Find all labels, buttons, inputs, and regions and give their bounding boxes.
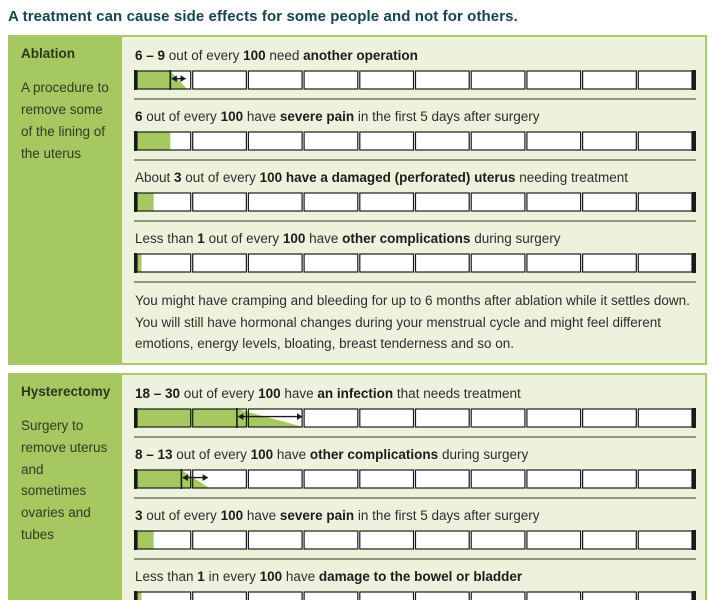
section-hysterectomy (8, 373, 707, 600)
frequency-bar (134, 530, 697, 550)
frequency-bar (134, 131, 697, 151)
ablation-sidebar (10, 37, 122, 363)
hysterectomy-title: Hysterectomy (21, 383, 111, 399)
side-effect-label: Less than 1 in every 100 have damage to the bowel or bladder (135, 568, 523, 584)
side-effect-label: 3 out of every 100 have severe pain in the first 5 days after surgery (135, 507, 540, 523)
row-divider (134, 436, 696, 438)
section-ablation (8, 35, 707, 365)
ablation-content (122, 37, 705, 363)
row-divider (134, 220, 696, 222)
frequency-bar (134, 253, 697, 273)
hysterectomy-content (122, 375, 705, 600)
frequency-bar (134, 70, 697, 90)
frequency-bar (134, 591, 697, 600)
row-divider (134, 159, 696, 161)
frequency-bar (134, 469, 697, 489)
side-effect-label: 6 out of every 100 have severe pain in the first 5 days after surgery (135, 109, 540, 124)
frequency-bar (134, 408, 697, 428)
ablation-description: A procedure to remove some of the lining of the uterus (21, 80, 109, 161)
ablation-note: You might have cramping and bleeding for up to 6 months after ablation while it settles down. You will still have hormonal changes during your menstrual cycle and might feel different emotions, energy levels, bloating, breast tenderness and so on. (135, 293, 690, 352)
row-divider (134, 281, 696, 283)
row-divider (134, 558, 696, 560)
side-effect-label: Less than 1 out of every 100 have other complications during surgery (135, 231, 561, 246)
side-effect-label: 8 – 13 out of every 100 have other complications during surgery (135, 446, 529, 462)
side-effect-label: 18 – 30 out of every 100 have an infection that needs treatment (135, 385, 521, 401)
row-divider (134, 497, 696, 499)
ablation-title: Ablation (21, 46, 75, 61)
frequency-bar (134, 192, 697, 212)
side-effect-label: 6 – 9 out of every 100 need another operation (135, 48, 418, 63)
page-title: A treatment can cause side effects for some people and not for others. (8, 8, 518, 25)
side-effect-label: About 3 out of every 100 have a damaged (perforated) uterus needing treatment (135, 170, 629, 185)
row-divider (134, 98, 696, 100)
hysterectomy-description: Surgery to remove uterus and sometimes ovaries and tubes (21, 417, 108, 543)
hysterectomy-sidebar (10, 375, 122, 600)
